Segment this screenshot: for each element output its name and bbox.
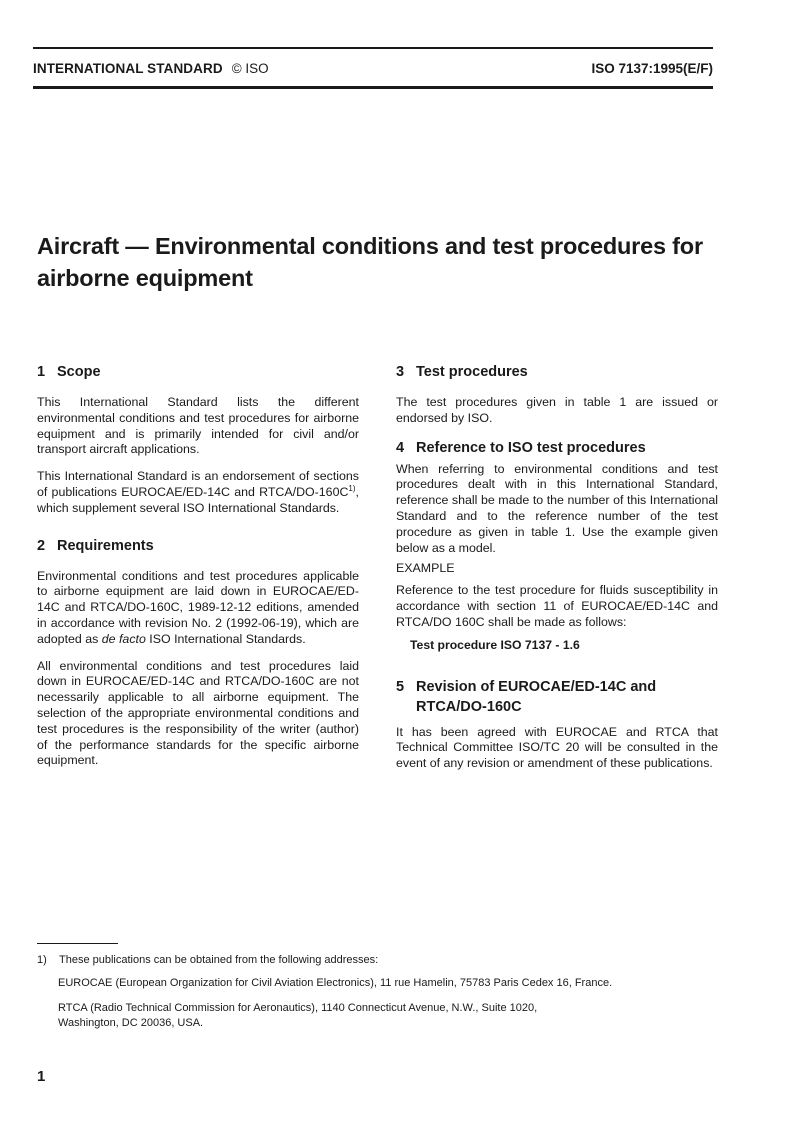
section-number: 4	[396, 439, 405, 456]
section-scope	[37, 362, 359, 517]
scope-paragraph-2: This International Standard is an endorsement of sections of publications EUROCAE/ED-14C and RTCA/$DO-160C^{1)}$, which supplement several ISO International Standards.	[37, 469, 359, 515]
section-title: Test procedures	[416, 364, 528, 380]
section-heading	[396, 677, 718, 717]
requirements-paragraph-2: All environmental conditions and test procedures laid down in EUROCAE/ED-14C and RTCA/DO-160C are not necessarily applicable to all airborne equipment. The selection of the appropriate environmental conditions and test procedures is the responsibility of the writer (author) of the performance standards for the specific airborne equipment.	[37, 658, 359, 768]
standard-label: INTERNATIONAL STANDARD	[33, 61, 223, 76]
running-header	[33, 61, 713, 79]
header-left	[33, 61, 269, 76]
revision-paragraph: It has been agreed with EUROCAE and RTCA that Technical Committee ISO/TC 20 will be consulted in the event of any revision or amendment of these publications.	[396, 724, 718, 771]
header-bottom-rule	[33, 86, 713, 89]
test-procedures-paragraph: The test procedures given in table 1 are issued or endorsed by ISO.	[396, 395, 718, 425]
section-revision	[396, 677, 718, 772]
example-label: EXAMPLE	[396, 561, 455, 576]
section-number: 1	[37, 364, 46, 380]
section-heading	[396, 362, 718, 382]
page-number: 1	[37, 1068, 46, 1085]
footnote-intro: 1) These publications can be obtained from the following addresses:	[37, 954, 379, 966]
section-number: 3	[396, 364, 405, 380]
footnote-address-rtca: RTCA (Radio Technical Commission for Aeronautics), 1140 Connecticut Avenue, N.W., Suite 1020, Washington, DC 20036, USA.	[58, 1002, 538, 1029]
section-title: Requirements	[57, 537, 154, 554]
footnote-marker: 1)	[37, 954, 47, 966]
requirements-paragraph-1: Environmental conditions and test procedures applicable to airborne equipment are laid down in EUROCAE/ED-14C and RTCA/DO-160C, 1989-12-12 editions, amended in accordance with revision No. 2 (1992-06-19), which are adopted as de facto ISO International Standards.	[37, 568, 359, 646]
section-heading	[37, 536, 359, 556]
section-requirements	[37, 536, 359, 770]
document-title: Aircraft — Environmental conditions and test procedures for airborne equipment	[37, 233, 703, 291]
section-heading	[37, 362, 359, 382]
copyright-notice: © ISO	[231, 61, 269, 76]
footnote-separator	[37, 943, 118, 944]
scope-paragraph-1: This International Standard lists the different environmental conditions and test procedures for airborne equipment and is primarily intended for civil and/or transport aircraft applications.	[37, 395, 359, 457]
section-reference	[396, 438, 718, 653]
section-number: 2	[37, 537, 46, 554]
left-column	[37, 362, 359, 780]
reference-paragraph: When referring to environmental conditions and test procedures dealt with in this International Standard, reference shall be made to the number of this International Standard and to the reference number of the test procedure as given in table 1. Use the example given below as a model.	[396, 461, 718, 555]
footnote-reference: 1)	[348, 483, 356, 493]
header-top-rule	[33, 47, 713, 49]
footnotes	[37, 953, 717, 1030]
section-number: 5	[396, 678, 405, 695]
section-title: Reference to ISO test procedures	[416, 439, 646, 456]
document-id: ISO 7137:1995(E/F)	[591, 61, 713, 76]
right-column	[396, 362, 718, 783]
footnote-address-eurocae: EUROCAE (European Organization for Civil Aviation Electronics), 11 rue Hamelin, 75783 Paris Cedex 16, France.	[58, 976, 613, 989]
example-paragraph: Reference to the test procedure for fluids susceptibility in accordance with section 11 of EUROCAE/ED-14C and RTCA/DO 160C shall be made as follows:	[396, 583, 718, 629]
section-heading	[396, 438, 718, 458]
section-title: Scope	[57, 364, 101, 380]
example-model: Test procedure ISO 7137 - 1.6	[410, 637, 580, 652]
section-title: Revision of EUROCAE/ED-14C and RTCA/DO-160C	[416, 678, 657, 715]
section-test-procedures	[396, 362, 718, 427]
